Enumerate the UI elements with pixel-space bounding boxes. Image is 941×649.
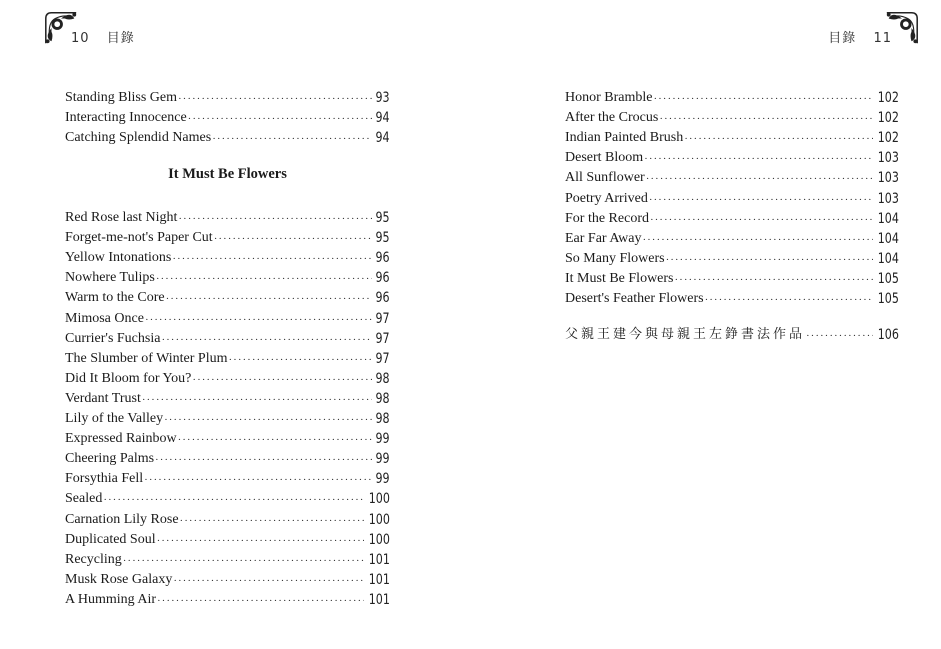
entry-page: 98 <box>375 390 390 407</box>
entry-page: 101 <box>368 591 390 608</box>
leader-dots <box>145 313 372 327</box>
toc-entry[interactable] <box>65 126 390 146</box>
entry-title: So Many Flowers <box>565 250 665 266</box>
leader-dots <box>188 112 373 126</box>
entry-title: Standing Bliss Gem <box>65 90 178 106</box>
leader-dots <box>166 292 373 306</box>
entry-page: 97 <box>375 310 390 327</box>
entry-page: 97 <box>375 330 390 347</box>
toc-entry[interactable] <box>65 367 390 387</box>
entry-page: 102 <box>877 130 899 147</box>
entry-page: 94 <box>375 110 390 127</box>
entry-title: After the Crocus <box>565 110 659 126</box>
toc-entry[interactable] <box>565 126 899 146</box>
toc-entry[interactable] <box>565 323 899 343</box>
leader-dots <box>103 493 364 507</box>
toc-entry[interactable] <box>65 106 390 126</box>
entry-title: Forget-me-not's Paper Cut <box>65 230 213 246</box>
entry-title: 父親王建今與母親王左錚書法作品 <box>565 327 806 343</box>
entry-page: 99 <box>375 451 390 468</box>
entry-page: 99 <box>375 431 390 448</box>
leader-dots <box>178 433 373 447</box>
toc-entry[interactable] <box>65 306 390 326</box>
leader-dots <box>172 252 372 266</box>
toc-list <box>65 86 390 146</box>
entry-page: 100 <box>368 511 390 528</box>
entry-title: Expressed Rainbow <box>65 431 177 447</box>
toc-entry[interactable] <box>565 186 899 206</box>
entry-title: Interacting Innocence <box>65 110 187 126</box>
leader-dots <box>155 453 372 467</box>
entry-title: Forsythia Fell <box>65 471 144 487</box>
toc-entry[interactable] <box>65 427 390 447</box>
toc-entry[interactable] <box>65 548 390 568</box>
entry-page: 100 <box>368 491 390 508</box>
leader-dots <box>156 272 373 286</box>
toc-entry[interactable] <box>65 568 390 588</box>
entry-title: Mimosa Once <box>65 310 144 326</box>
entry-page: 93 <box>375 90 390 107</box>
entry-page: 103 <box>877 150 899 167</box>
entry-title: Duplicated Soul <box>65 531 156 547</box>
entry-title: Sealed <box>65 491 103 507</box>
leader-dots <box>666 253 874 267</box>
entry-title: For the Record <box>565 210 649 226</box>
leader-dots <box>214 232 373 246</box>
toc-entry[interactable] <box>65 387 390 407</box>
leader-dots <box>144 473 372 487</box>
leader-dots <box>161 333 372 347</box>
entry-page: 100 <box>368 531 390 548</box>
entry-page: 97 <box>375 350 390 367</box>
entry-page: 104 <box>877 230 899 247</box>
leader-dots <box>642 233 873 247</box>
toc-entry[interactable] <box>565 86 899 106</box>
entry-title: Indian Painted Brush <box>565 130 684 146</box>
entry-page: 101 <box>368 551 390 568</box>
leader-dots <box>164 413 372 427</box>
entry-page: 98 <box>375 411 390 428</box>
leader-dots <box>192 373 372 387</box>
entry-title: Red Rose last Night <box>65 210 178 226</box>
entry-title: Did It Bloom for You? <box>65 370 192 386</box>
toc-entry[interactable] <box>65 286 390 306</box>
toc-list <box>565 323 899 343</box>
toc-entry[interactable] <box>65 588 390 608</box>
leader-dots <box>212 132 372 146</box>
section-title: It Must Be Flowers <box>168 166 287 182</box>
entry-page: 96 <box>375 290 390 307</box>
entry-title: The Slumber of Winter Plum <box>65 350 228 366</box>
entry-page: 95 <box>375 230 390 247</box>
toc-list <box>65 206 390 608</box>
toc-entry[interactable] <box>565 166 899 186</box>
toc-list <box>565 86 899 307</box>
toc-entry[interactable] <box>65 206 390 226</box>
leader-dots <box>180 514 365 528</box>
entry-title: Currier's Fuchsia <box>65 330 161 346</box>
leader-dots <box>173 574 364 588</box>
leader-dots <box>705 293 873 307</box>
entry-title: Verdant Trust <box>65 390 141 406</box>
toc-entry[interactable] <box>65 447 390 467</box>
entry-title: Nowhere Tulips <box>65 270 155 286</box>
toc-entry[interactable] <box>565 267 899 287</box>
toc-entry[interactable] <box>565 227 899 247</box>
page-number: 10 <box>71 31 90 46</box>
leader-dots <box>653 92 873 106</box>
entry-page: 101 <box>368 571 390 588</box>
entry-title: A Humming Air <box>65 591 157 607</box>
leader-dots <box>646 172 873 186</box>
leader-dots <box>229 353 373 367</box>
toc-entry[interactable] <box>565 146 899 166</box>
toc-entry[interactable] <box>65 507 390 527</box>
entry-title: Desert's Feather Flowers <box>565 291 704 307</box>
leader-dots <box>644 152 873 166</box>
entry-title: Warm to the Core <box>65 290 165 306</box>
toc-entry[interactable] <box>565 106 899 126</box>
left-page <box>0 0 470 649</box>
leader-dots <box>157 594 364 608</box>
entry-page: 105 <box>877 270 899 287</box>
entry-page: 102 <box>877 90 899 107</box>
entry-page: 103 <box>877 190 899 207</box>
leader-dots <box>178 92 372 106</box>
entry-page: 106 <box>877 327 899 344</box>
entry-title: Desert Bloom <box>565 150 644 166</box>
toc-entry[interactable] <box>565 287 899 307</box>
entry-title: Carnation Lily Rose <box>65 511 179 527</box>
entry-page: 99 <box>375 471 390 488</box>
toc-entry[interactable] <box>565 207 899 227</box>
header-title: 目錄 <box>828 31 857 46</box>
running-header <box>822 27 898 46</box>
right-page <box>471 0 941 649</box>
entry-page: 96 <box>375 270 390 287</box>
page-number: 11 <box>873 31 892 46</box>
entry-title: All Sunflower <box>565 170 645 186</box>
toc-entry[interactable] <box>65 266 390 286</box>
running-header <box>65 27 141 46</box>
toc-entry[interactable] <box>65 487 390 507</box>
entry-page: 96 <box>375 250 390 267</box>
leader-dots <box>123 554 364 568</box>
entry-page: 98 <box>375 370 390 387</box>
entry-title: Ear Far Away <box>565 230 642 246</box>
toc-entry[interactable] <box>65 407 390 427</box>
entry-title: Poetry Arrived <box>565 190 648 206</box>
entry-title: Musk Rose Galaxy <box>65 571 173 587</box>
leader-dots <box>806 329 873 343</box>
leader-dots <box>659 112 873 126</box>
leader-dots <box>684 132 873 146</box>
entry-title: It Must Be Flowers <box>565 270 674 286</box>
toc-entry[interactable] <box>65 246 390 266</box>
leader-dots <box>157 534 364 548</box>
entry-page: 94 <box>375 130 390 147</box>
leader-dots <box>649 193 873 207</box>
toc-entry[interactable] <box>65 347 390 367</box>
leader-dots <box>650 213 873 227</box>
toc-entry[interactable] <box>65 226 390 246</box>
entry-title: Yellow Intonations <box>65 250 172 266</box>
leader-dots <box>178 212 372 226</box>
entry-page: 95 <box>375 210 390 227</box>
entry-page: 104 <box>877 250 899 267</box>
toc-entry[interactable] <box>65 467 390 487</box>
toc-entry[interactable] <box>65 528 390 548</box>
toc-entry[interactable] <box>565 247 899 267</box>
entry-title: Cheering Palms <box>65 451 155 467</box>
header-title: 目錄 <box>106 31 135 46</box>
entry-title: Catching Splendid Names <box>65 130 212 146</box>
entry-title: Recycling <box>65 551 122 567</box>
toc-entry[interactable] <box>65 86 390 106</box>
entry-title: Lily of the Valley <box>65 411 164 427</box>
leader-dots <box>675 273 874 287</box>
leader-dots <box>142 393 373 407</box>
entry-title: Honor Bramble <box>565 90 653 106</box>
entry-page: 102 <box>877 110 899 127</box>
entry-page: 104 <box>877 210 899 227</box>
toc-entry[interactable] <box>65 327 390 347</box>
entry-page: 103 <box>877 170 899 187</box>
entry-page: 105 <box>877 291 899 308</box>
